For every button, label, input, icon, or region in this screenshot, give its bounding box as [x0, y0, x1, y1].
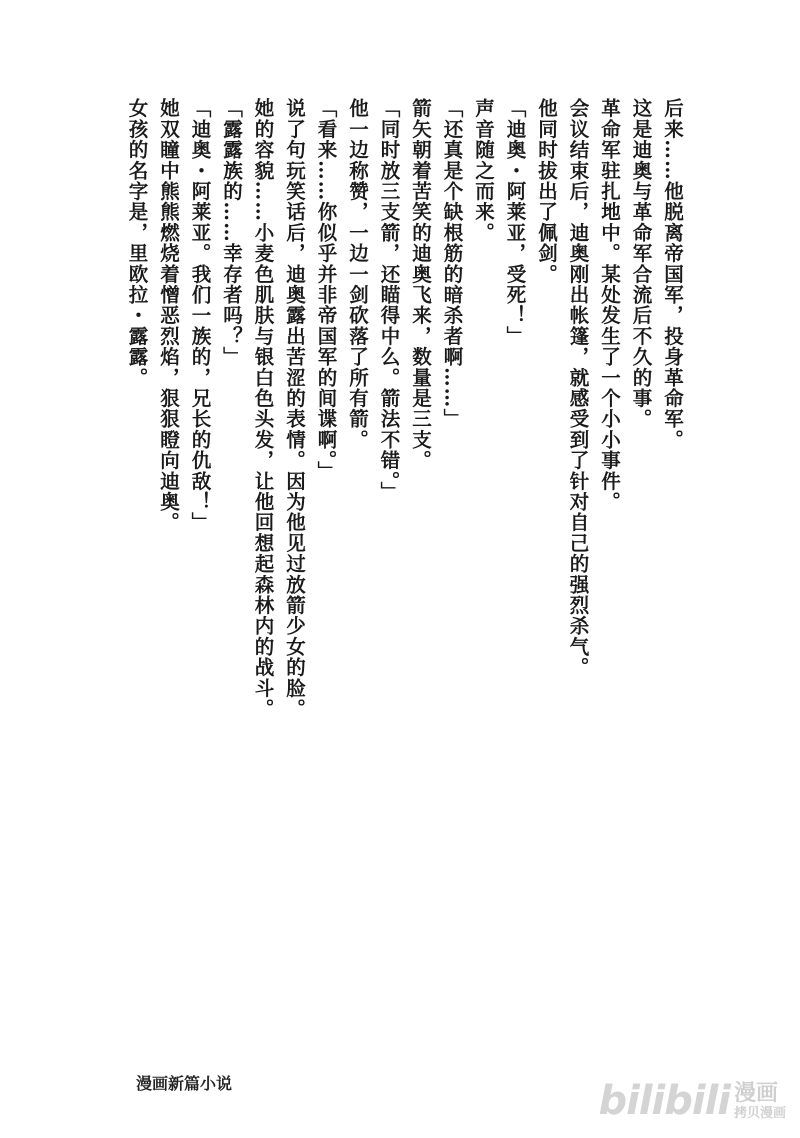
watermark-text — [733, 1080, 786, 1121]
paragraph: 箭矢朝着苦笑的迪奥飞来，数量是三支。 — [409, 98, 432, 471]
paragraph: 「露露族的……幸存者吗？」 — [220, 98, 243, 368]
novel-text-column — [121, 98, 688, 738]
paragraph: 她双瞳中熊熊燃烧着憎恶烈焰，狠狠瞪向迪奥。 — [157, 98, 180, 533]
paragraph: 他一边称赞，一边一剑砍落了所有箭。 — [346, 98, 369, 450]
footer-title: 漫画新篇小说 — [136, 1074, 233, 1093]
watermark-logo — [598, 1078, 786, 1124]
paragraph: 革命军驻扎地中。某处发生了一个小小事件。 — [598, 98, 621, 512]
paragraph: 声音随之而来。 — [472, 98, 495, 243]
paragraph: 这是迪奥与革命军合流后不久的事。 — [629, 98, 653, 430]
paragraph: 女孩的名字是，里欧拉・露露。 — [125, 98, 149, 388]
watermark-line2: 拷贝漫画 — [733, 1105, 786, 1121]
paragraph: 后来……他脱离帝国军，投身革命军。 — [661, 98, 684, 450]
paragraph: 「还真是个缺根筋的暗杀者啊……」 — [440, 98, 464, 430]
paragraph: 会议结束后，迪奥刚出帐篷，就感受到了针对自己的强烈杀气。 — [566, 98, 590, 678]
paragraph: 「同时放三支箭，还瞄得中么。箭法不错。」 — [377, 98, 401, 503]
paragraph: 「迪奥・阿莱亚。我们一族的，兄长的仇敌！」 — [188, 98, 212, 533]
paragraph: 「迪奥・阿莱亚，受死！」 — [503, 98, 527, 347]
paragraph: 「看来……你似乎并非帝国军的间谍啊。」 — [314, 98, 338, 482]
paragraph: 说了句玩笑话后，迪奥露出苦涩的表情。因为他见过放箭少女的脸。 — [283, 98, 306, 719]
watermark-brand: bilibili — [598, 1078, 730, 1124]
paragraph: 她的容貌……小麦色肌肤与银白色头发，让他回想起森林内的战斗。 — [251, 98, 275, 719]
watermark-line1: 漫画 — [733, 1080, 778, 1106]
paragraph: 他同时拔出了佩剑。 — [535, 98, 558, 285]
